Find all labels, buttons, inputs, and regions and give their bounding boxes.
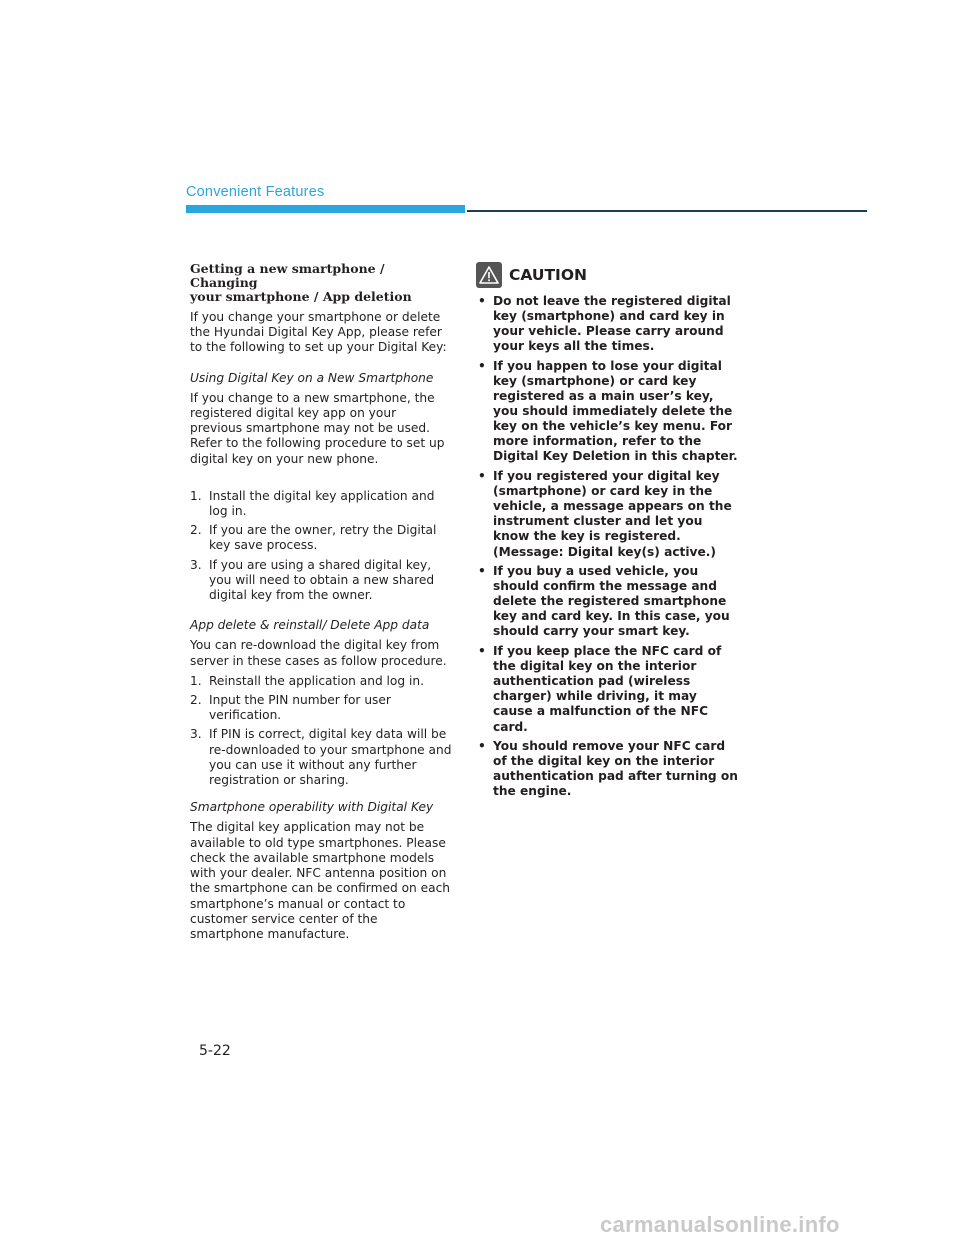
header-rule [467,210,867,212]
step-text: Input the PIN number for user verification. [209,693,391,723]
caution-box [476,262,738,804]
subsection-title-operability: Smartphone operability with Digital Key [190,800,434,815]
list-item [190,674,452,689]
caution-item-text: If you buy a used vehicle, you should confirm the message and delete the registered smartphone key and card key. In this case, you should carry your smart key. [493,564,730,639]
caution-item-text: If you happen to lose your digital key (smartphone) or card key registered as a main user’s key, you should immediately delete the key on the vehicle’s key menu. For more information, refer to the Digital Key Deletion in this chapter. [493,358,738,464]
app-delete-paragraph: You can re-download the digital key from server in these cases as follow procedure. [190,638,447,668]
step-text: If PIN is correct, digital key data will be re-downloaded to your smartphone and you can use it without any further registration or sharing. [209,727,452,788]
list-item [476,739,738,799]
list-item [190,727,452,788]
step-number: 2. [190,693,202,708]
caution-item-text: You should remove your NFC card of the digital key on the interior authentication pad after turning on the engine. [493,739,738,799]
section-title: Convenient Features [186,184,325,200]
step-number: 2. [190,523,202,538]
operability-paragraph: The digital key application may not be available to old type smartphones. Please check the available smartphone models with your dealer. NFC antenna position on the smartphone can be confirmed on each smartphone’s manual or contact to customer service center of the smartphone manufacture. [190,820,451,941]
intro-paragraph: If you change your smartphone or delete the Hyundai Digital Key App, please refer to the following to set up your Digital Key: [190,310,447,355]
caution-list [476,294,738,800]
list-item [476,469,738,560]
caution-item-text: If you keep place the NFC card of the digital key on the interior authentication pad (wireless charger) while driving, it may cause a malfunction of the NFC card. [493,644,722,734]
warning-triangle-icon-glyph [479,266,499,284]
step-text: Reinstall the application and log in. [209,673,424,688]
caution-item-text: Do not leave the registered digital key (smartphone) and card key in your vehicle. Please carry around your keys all the times. [493,294,731,354]
step-number: 1. [190,488,202,503]
new-smartphone-steps [190,489,452,603]
subsection-title-app-delete: App delete & reinstall/ Delete App data [190,618,430,633]
list-item [476,294,738,354]
caution-header [476,262,738,288]
step-text: Install the digital key application and log in. [209,488,435,519]
list-item [476,644,738,735]
section-heading [190,262,452,304]
list-item [190,523,452,553]
step-text: If you are the owner, retry the Digital key save process. [209,523,437,553]
list-item [476,359,738,465]
new-smartphone-paragraph: If you change to a new smartphone, the registered digital key app on your previous smartphone may not be used. Refer to the following procedure to set up digital key on your new phone. [190,390,445,466]
section-heading-line-2: your smartphone / App deletion [190,289,412,304]
bullet-glyph: • [478,469,486,484]
step-number: 3. [190,727,202,742]
left-column [190,262,452,942]
watermark: carmanualsonline.info [600,1212,840,1237]
step-number: 1. [190,673,202,688]
list-item [476,564,738,639]
step-text: If you are using a shared digital key, you will need to obtain a new shared digital key from the owner. [209,557,435,603]
page-number: 5-22 [199,1043,231,1059]
list-item [190,558,452,604]
subsection-title-new-smartphone: Using Digital Key on a New Smartphone [190,370,434,385]
bullet-glyph: • [478,564,486,579]
list-item [190,693,452,723]
app-delete-steps [190,674,452,788]
section-heading-line-1: Getting a new smartphone / Changing [190,261,385,290]
caution-title: CAUTION [509,266,587,284]
caution-item-text: If you registered your digital key (smartphone) or card key in the vehicle, a message appears on the instrument cluster and let you know the key is registered. (Message: Digital key(s) active.) [493,469,732,559]
bullet-glyph: • [478,358,486,373]
step-number: 3. [190,557,202,572]
bullet-glyph: • [478,644,486,659]
header-accent-bar [186,205,465,213]
warning-triangle-icon [476,262,502,288]
bullet-glyph: • [478,739,486,754]
list-item [190,489,452,519]
bullet-glyph: • [478,294,486,308]
